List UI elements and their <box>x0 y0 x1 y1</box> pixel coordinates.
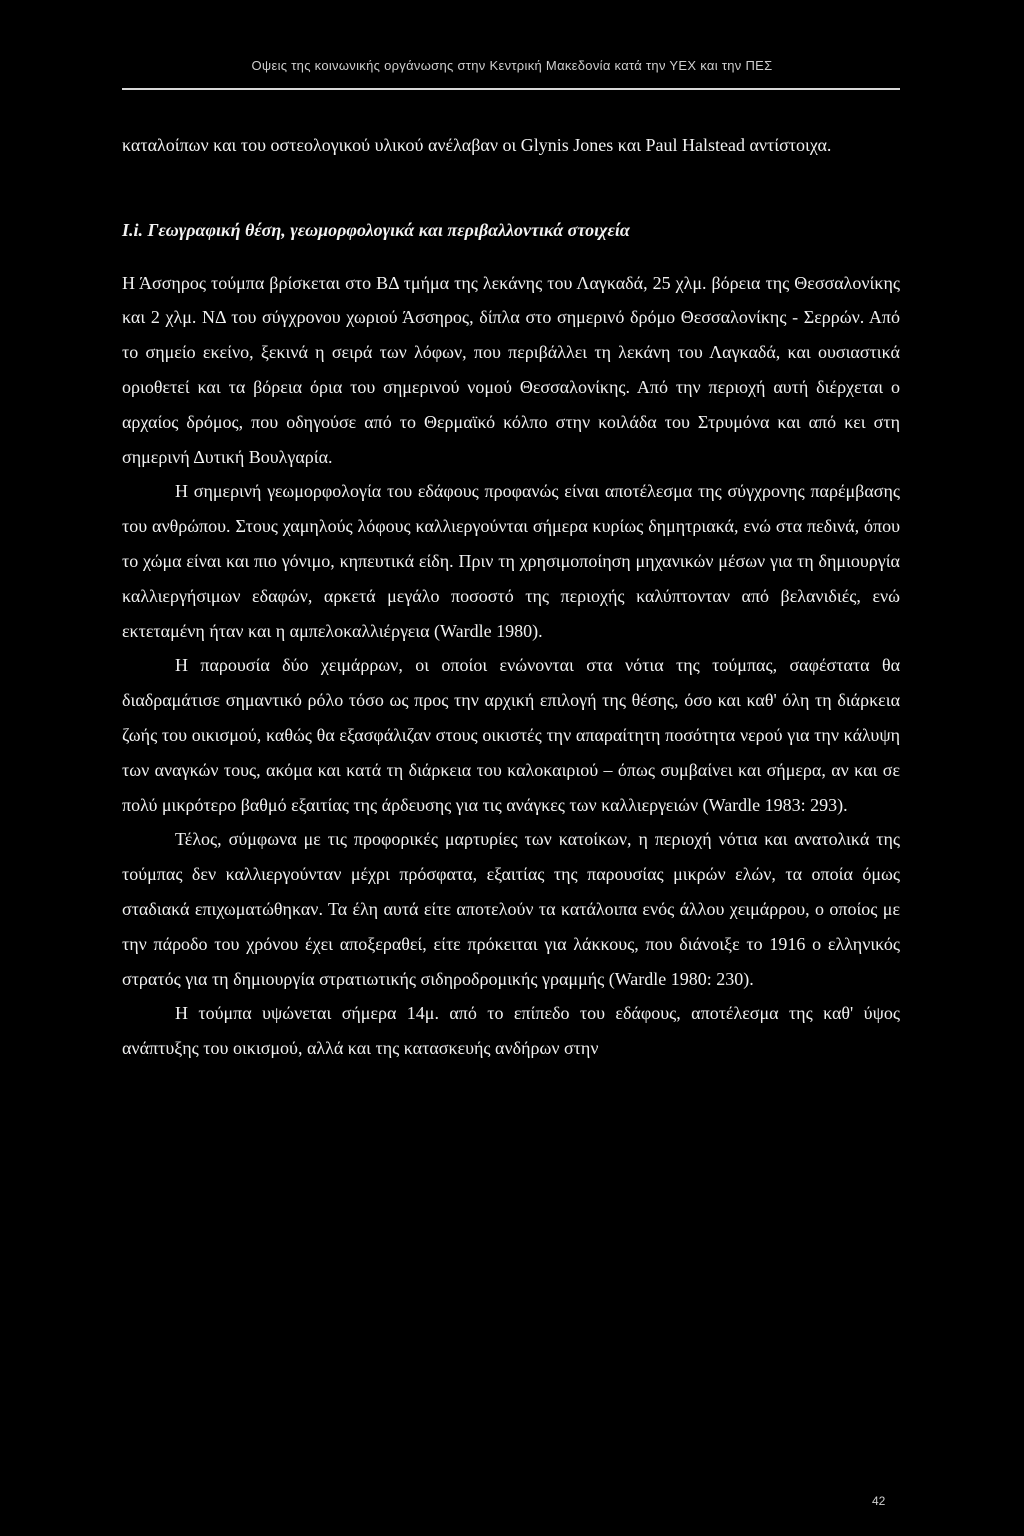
paragraph-marshes: Τέλος, σύμφωνα με τις προφορικές μαρτυρίες των κατοίκων, η περιοχή νότια και ανατολικά της τούμπας δεν καλλιεργούνταν μέχρι πρόσφατα, εξαιτίας της παρουσίας μικρών ελών, τα οποία όμως σταδιακά επιχωματώθηκαν. Τα έλη αυτά είτε αποτελούν τα κατάλοιπα ενός άλλου χειμάρρου, ο οποίος με την πάροδο του χρόνου έχει αποξεραθεί, είτε πρόκειται για λάκκους, που διάνοιξε το 1916 ο ελληνικός στρατός για τη δημιουργία στρατιωτικής σιδηροδρομικής γραμμής (Wardle 1980: 230). <box>122 829 900 989</box>
page-number: 42 <box>872 1494 886 1508</box>
body-text <box>122 128 900 1066</box>
paragraph-geomorphology: Η σημερινή γεωμορφολογία του εδάφους προφανώς είναι αποτέλεσμα της σύγχρονης παρέμβασης του ανθρώπου. Στους χαμηλούς λόφους καλλιεργούνται σήμερα κυρίως δημητριακά, ενώ στα πεδινά, όπου το χώμα είναι και πιο γόνιμο, κηπευτικά είδη. Πριν τη χρησιμοποίηση μηχανικών μέσων για τη δημιουργία καλλιεργήσιμων εδαφών, αρκετά μεγάλο ποσοστό της περιοχής καλύπτονταν από βελανιδιές, ενώ εκτεταμένη ήταν και η αμπελοκαλλιέργεια (Wardle 1980). <box>122 481 900 641</box>
header-divider <box>122 88 900 90</box>
running-header: Οψεις της κοινωνικής οργάνωσης στην Κεντρική Μακεδονία κατά την ΥΕΧ και την ΠΕΣ <box>251 58 773 73</box>
section-heading: I.i. Γεωγραφική θέση, γεωμορφολογικά και περιβαλλοντικά στοιχεία <box>122 219 630 240</box>
intro-paragraph: καταλοίπων και του οστεολογικού υλικού ανέλαβαν οι Glynis Jones και Paul Halstead αντίστοιχα. <box>122 135 832 155</box>
paragraph-location: Η Άσσηρος τούμπα βρίσκεται στο ΒΔ τμήμα της λεκάνης του Λαγκαδά, 25 χλμ. βόρεια της Θεσσαλονίκης και 2 χλμ. ΝΔ του σύγχρονου χωριού Άσσηρος, δίπλα στο σημερινό δρόμο Θεσσαλονίκης - Σερρών. Από το σημείο εκείνο, ξεκινά η σειρά των λόφων, που περιβάλλει τη λεκάνη του Λαγκαδά, και ουσιαστικά οριοθετεί και τα βόρεια όρια του σημερινού νομού Θεσσαλονίκης. Από την περιοχή αυτή διέρχεται ο αρχαίος δρόμος, που οδηγούσε από το Θερμαϊκό κόλπο στην κοιλάδα του Στρυμόνα και από κει στη σημερινή Δυτική Βουλγαρία. <box>122 272 900 467</box>
paragraph-mound-height: Η τούμπα υψώνεται σήμερα 14μ. από το επίπεδο του εδάφους, αποτέλεσμα της καθ' ύψος ανάπτυξης του οικισμού, αλλά και της κατασκευής ανδήρων στην <box>122 1003 900 1059</box>
paragraph-streams: Η παρουσία δύο χειμάρρων, οι οποίοι ενώνονται στα νότια της τούμπας, σαφέστατα θα διαδραμάτισε σημαντικό ρόλο τόσο ως προς την αρχική επιλογή της θέσης, όσο και καθ' όλη τη διάρκεια ζωής του οικισμού, καθώς θα εξασφάλιζαν στους οικιστές την απαραίτητη ποσότητα νερού για την κάλυψη των αναγκών τους, ακόμα και κατά τη διάρκεια του καλοκαιριού – όπως συμβαίνει και σήμερα, αν και σε πολύ μικρότερο βαθμό εξαιτίας της άρδευσης για τις ανάγκες των καλλιεργειών (Wardle 1983: 293). <box>122 655 900 815</box>
